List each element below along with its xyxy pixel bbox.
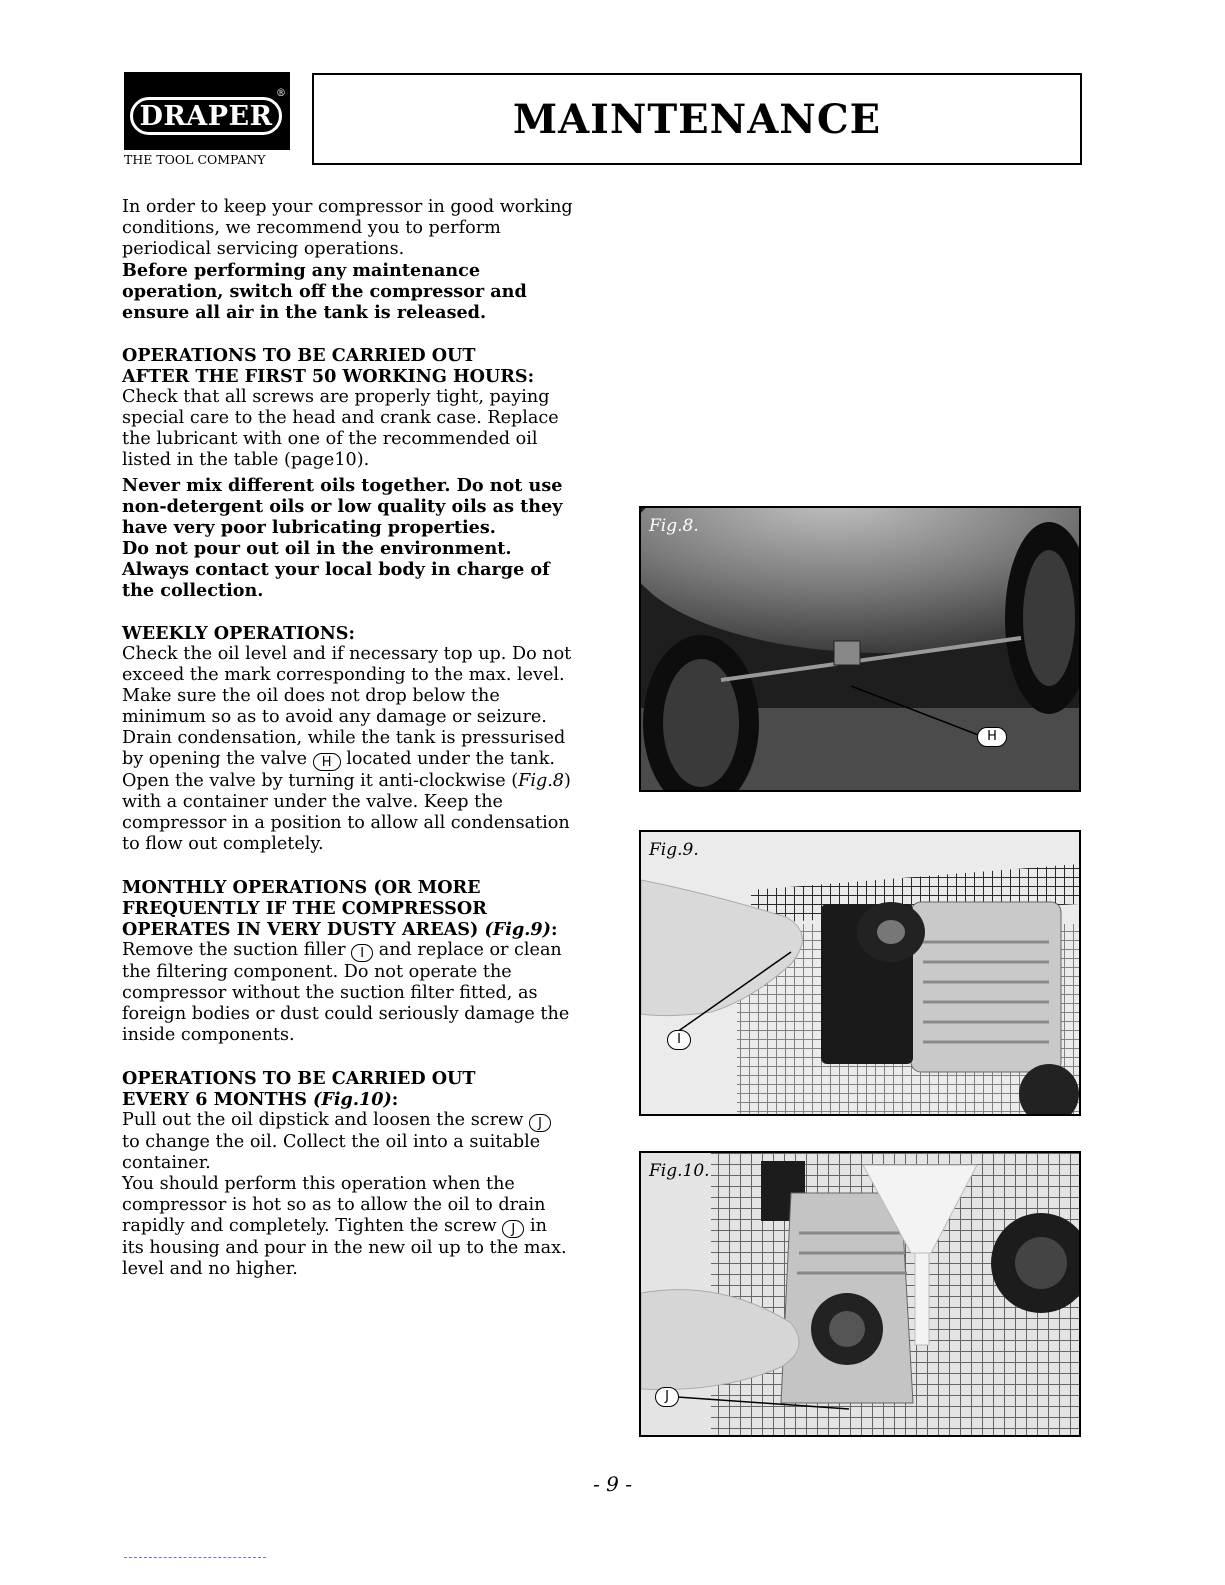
monthly-colon: :	[550, 919, 558, 940]
monthly-text	[122, 940, 574, 1046]
fig10-label: Fig.10.	[649, 1161, 710, 1181]
logo-tagline: THE TOOL COMPANY	[124, 152, 266, 167]
sixmonth-heading-line2: EVERY 6 MONTHS	[122, 1089, 307, 1110]
sixmonth-text-part2: to change the oil. Collect the oil into a suitable container.	[122, 1132, 541, 1173]
intro-text: In order to keep your compressor in good working conditions, we recommend you to perform periodical servicing operations.	[122, 197, 573, 259]
sixmonth-text-part1: Pull out the oil dipstick and loosen the screw	[122, 1110, 524, 1130]
first50-heading-line1: OPERATIONS TO BE CARRIED OUT	[122, 345, 476, 366]
weekly-drain-part2: located under the tank. Open the valve by turning it anti-clockwise (	[122, 749, 556, 791]
monthly-fig-ref: (Fig.9)	[484, 919, 551, 940]
filter-i-ref: I	[351, 944, 373, 962]
draper-logo	[124, 72, 290, 167]
sixmonth-text-change	[122, 1110, 574, 1174]
fig9-callout-i: I	[667, 1030, 691, 1050]
fig8-callout-h: H	[977, 727, 1007, 747]
figure-8	[639, 506, 1081, 792]
maintenance-text-column	[122, 197, 574, 1280]
sixmonth-heading-line1: OPERATIONS TO BE CARRIED OUT	[122, 1068, 476, 1089]
first50-text: Check that all screws are properly tight, paying special care to the head and crank case. Replace the lubricant with one of the recommended oil listed in the table (page10).	[122, 387, 559, 470]
sixmonth-colon: :	[391, 1089, 399, 1110]
weekly-fig-ref: Fig.8	[518, 771, 564, 791]
logo-wordmark: DRAPER	[130, 97, 282, 135]
monthly-text-part1: Remove the suction filler	[122, 940, 346, 960]
figure-9	[639, 830, 1081, 1116]
page-title: MAINTENANCE	[512, 95, 882, 143]
weekly-text-oil: Check the oil level and if necessary top up. Do not exceed the mark corresponding to the max. level. Make sure the oil does not drop below the minimum so as to avoid any damage or seizure.	[122, 644, 572, 727]
fig8-photo	[641, 508, 1079, 790]
monthly-text-part2: and replace or clean the filtering component. Do not operate the compressor without the suction filter fitted, as foreign bodies or dust could seriously damage the inside components.	[122, 940, 570, 1045]
sixmonth-text-part3: You should perform this operation when the compressor is hot so as to allow the oil to drain rapidly and completely. Tighten the screw	[122, 1174, 546, 1236]
page-number: - 9 -	[593, 1472, 632, 1496]
fig8-label: Fig.8.	[649, 516, 699, 536]
valve-h-ref: H	[313, 753, 341, 771]
first50-heading-line2: AFTER THE FIRST 50 WORKING HOURS:	[122, 366, 535, 387]
monthly-heading-line3: OPERATES IN VERY DUSTY AREAS)	[122, 919, 479, 940]
screw-j-ref: J	[529, 1114, 551, 1132]
registered-mark: ®	[276, 88, 286, 99]
intro-warning: Before performing any maintenance operation, switch off the compressor and ensure all air in the tank is released.	[122, 260, 527, 323]
weekly-text-drain	[122, 728, 574, 855]
weekly-drain-part1: Drain condensation, while the tank is pressurised by opening the valve	[122, 728, 566, 769]
logo-badge	[124, 72, 290, 150]
sixmonth-text-hot	[122, 1174, 574, 1280]
fig9-photo	[641, 832, 1079, 1114]
sixmonth-text-part4: in its housing and pour in the new oil up to the max. level and no higher.	[122, 1216, 567, 1279]
weekly-drain-part3: ) with a container under the valve. Keep the compressor in a position to allow all condensation to flow out completely.	[122, 771, 571, 854]
section-title-box	[312, 73, 1082, 165]
first50-warning-oils: Never mix different oils together. Do not use non-detergent oils or low quality oils as they have very poor lubricating properties.	[122, 475, 563, 538]
screw-j-ref-2: J	[502, 1220, 524, 1238]
fig10-photo	[641, 1153, 1079, 1435]
fig10-callout-j: J	[655, 1387, 679, 1407]
sixmonth-heading	[122, 1068, 574, 1110]
sixmonth-fig-ref: (Fig.10)	[313, 1089, 392, 1110]
monthly-heading	[122, 877, 574, 940]
first50-warning-environment: Do not pour out oil in the environment. Always contact your local body in charge of the collection.	[122, 538, 550, 601]
figure-10	[639, 1151, 1081, 1437]
first50-heading	[122, 345, 574, 387]
weekly-heading: WEEKLY OPERATIONS:	[122, 623, 356, 644]
monthly-heading-line1: MONTHLY OPERATIONS (OR MORE	[122, 877, 481, 898]
footer-divider	[124, 1557, 266, 1558]
monthly-heading-line2: FREQUENTLY IF THE COMPRESSOR	[122, 898, 487, 919]
fig9-label: Fig.9.	[649, 840, 699, 860]
